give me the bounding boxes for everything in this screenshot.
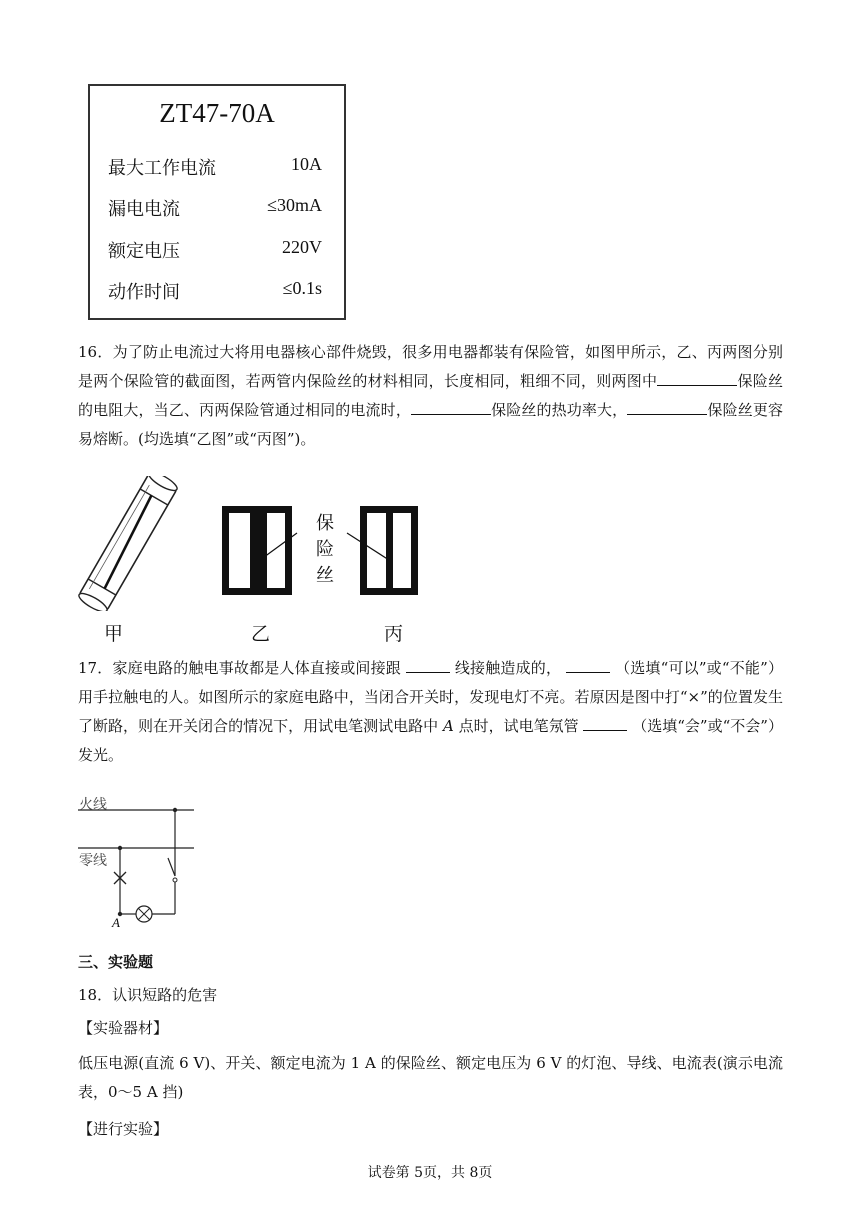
neutral-wire-label: 零线 xyxy=(79,853,107,869)
nameplate-row-value: 220V xyxy=(282,237,322,257)
answer-blank[interactable] xyxy=(583,716,627,731)
q17-text: 点时，试电笔氖管 xyxy=(458,717,579,735)
fuse-wire-label: 保 险 丝 xyxy=(316,513,334,586)
q16-text: 保险丝的电阻大，当乙、丙两保险管通过相同的电流时， xyxy=(78,372,783,419)
answer-blank[interactable] xyxy=(657,371,737,386)
caption-bing: 丙 xyxy=(384,623,404,645)
materials-heading: 【实验器材】 xyxy=(78,1019,169,1037)
q16-text: 保险丝更容易熔断。(均选填“乙图”或“丙图”)。 xyxy=(78,401,783,448)
question-16 xyxy=(78,338,783,454)
nameplate-row xyxy=(108,278,322,304)
nameplate-row-value: 10A xyxy=(291,154,322,174)
q17-text: （选填“会”或“不会”）发光。 xyxy=(78,717,783,764)
answer-blank[interactable] xyxy=(627,400,707,415)
nameplate-row-value: ≤30mA xyxy=(267,195,322,215)
nameplate-row-value: ≤0.1s xyxy=(282,278,322,298)
materials-list: 低压电源(直流 6 V)、开关、额定电流为 1 A 的保险丝、额定电压为 6 V 的灯泡、导线、电流表(演示电流表，0～5 A 挡) xyxy=(78,1054,783,1101)
fuse-tube-illustration xyxy=(77,476,180,611)
q17-text: 17．家庭电路的触电事故都是人体直接或间接跟 xyxy=(78,659,401,677)
nameplate-row-label: 漏电电流 xyxy=(108,199,180,220)
answer-blank[interactable] xyxy=(411,400,491,415)
point-a-ref: A xyxy=(442,717,454,735)
nameplate-row-label: 额定电压 xyxy=(108,241,180,262)
q18-title: 18．认识短路的危害 xyxy=(78,986,218,1004)
nameplate-model: ZT47-70A xyxy=(159,98,275,128)
nameplate-row xyxy=(108,237,322,263)
caption-yi: 乙 xyxy=(251,623,271,645)
switch xyxy=(168,858,175,876)
q17-text: 线接触造成的， xyxy=(454,659,562,677)
nameplate-row xyxy=(108,154,322,180)
answer-blank[interactable] xyxy=(406,658,450,673)
live-wire-label: 火线 xyxy=(79,797,107,813)
page-footer: 试卷第 5页，共 8页 xyxy=(367,1165,493,1181)
nameplate xyxy=(88,84,346,320)
nameplate-row xyxy=(108,195,322,221)
fuse-figure xyxy=(72,476,432,611)
q16-text: 保险丝的热功率大， xyxy=(490,401,628,419)
nameplate-row-label: 最大工作电流 xyxy=(108,158,216,179)
section-heading: 三、实验题 xyxy=(78,953,154,971)
q16-text: 16．为了防止电流过大将用电器核心部件烧毁，很多用电器都装有保险管，如图甲所示，乙、丙两图分别是两个保险管的截面图，若两管内保险丝的材料相同，长度相同，粗细不同，则两图中 xyxy=(78,343,783,390)
question-17 xyxy=(78,654,783,770)
fuse-cross-section-yi xyxy=(222,506,297,595)
caption-jia: 甲 xyxy=(104,623,124,645)
nameplate-row-label: 动作时间 xyxy=(108,282,180,303)
q17-text: （选填“可以”或“不能”）用手拉触电的人。如图所示的家庭电路中，当闭合开关时，发现电灯不亮。若原因是图中打“×”的位置发生了断路，则在开关闭合的情况下，用试电笔测试电路中 xyxy=(78,659,783,735)
answer-blank[interactable] xyxy=(566,658,610,673)
procedure-heading: 【进行实验】 xyxy=(78,1120,169,1138)
point-a-label: A xyxy=(112,915,120,930)
fuse-cross-section-bing xyxy=(347,506,418,595)
